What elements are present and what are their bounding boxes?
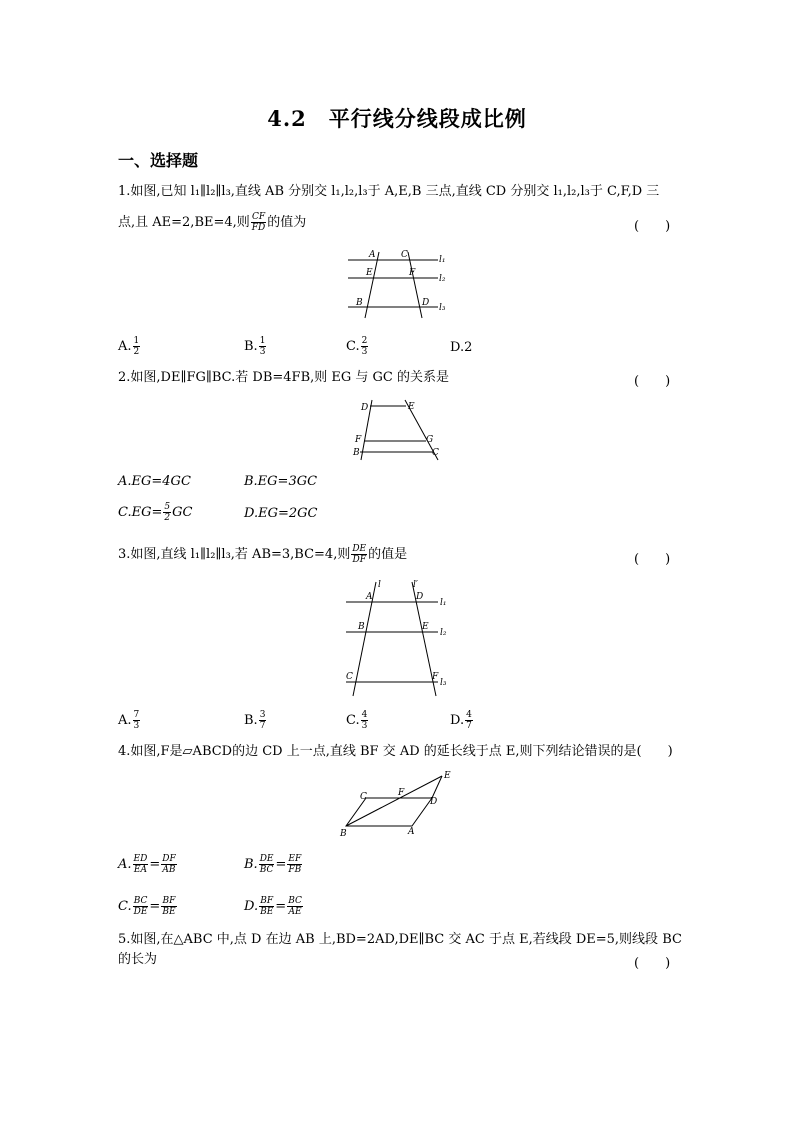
q4-label-D: D	[430, 797, 438, 807]
q4-option-b-den2: FB	[288, 865, 302, 875]
q3-option-a-frac	[133, 710, 141, 731]
q1-option-b-prefix: B.	[244, 339, 258, 354]
q1-label-D: D	[422, 298, 430, 308]
q1-figure	[340, 244, 460, 322]
q3-option-d[interactable]	[450, 710, 474, 731]
q4-label-E: E	[444, 771, 451, 781]
q2-label-B: B	[353, 448, 360, 458]
q1-answer-paren: ( )	[634, 219, 671, 234]
q3-label-l3: l₃	[440, 678, 447, 688]
q3-line1-pre: 3.如图,直线 l₁∥l₂∥l₃,若 AB=3,BC=4,则	[118, 547, 351, 562]
q1-label-B: B	[356, 298, 363, 308]
q2-option-a[interactable]: A.EG=4GC	[118, 474, 191, 489]
q4-option-d-eq: =	[275, 899, 287, 914]
q2-answer-paren: ( )	[634, 374, 671, 389]
q3-label-lp: l′	[413, 580, 418, 590]
q3-label-l2: l₂	[440, 628, 447, 638]
page-title: 4.2 平行线分线段成比例	[267, 106, 527, 131]
q3-fraction	[351, 544, 367, 565]
q1-fraction	[251, 212, 266, 233]
q3-label-l1: l₁	[440, 598, 447, 608]
q3-label-A: A	[366, 592, 373, 602]
q4-option-a-eq: =	[149, 857, 161, 872]
q3-option-d-den: 7	[466, 721, 472, 731]
q4-figure	[336, 768, 466, 840]
q1-label-l3: l₃	[439, 303, 446, 313]
q3-option-c-frac	[361, 710, 369, 731]
q1-option-a-num: 1	[133, 336, 140, 346]
q2-label-C: C	[432, 448, 439, 458]
q5-line1: 5.如图,在△ABC 中,点 D 在边 AB 上,BD=2AD,DE∥BC 交 AC 于点 E,若线段 DE=5,则线段 BC	[118, 932, 682, 947]
q4-option-d-frac1	[259, 896, 274, 917]
q1-option-a[interactable]	[118, 336, 141, 357]
q1-option-c[interactable]	[346, 336, 369, 357]
q4-option-c-den1: DE	[133, 907, 148, 917]
q1-line-ab	[365, 252, 379, 318]
q1-frac-num: CF	[251, 212, 266, 222]
q4-option-b-eq: =	[275, 857, 287, 872]
q4-line1: 4.如图,F是▱ABCD的边 CD 上一点,直线 BF 交 AD 的延长线于点 E,则下列结论错误的是( )	[118, 744, 673, 759]
q4-option-a-prefix: A.	[118, 857, 132, 872]
q4-option-a-num1: ED	[133, 854, 148, 864]
q4-line-de	[432, 776, 442, 798]
q4-option-b-num1: DE	[259, 854, 274, 864]
q3-frac-num: DE	[352, 544, 367, 554]
q4-option-d-num1: BF	[260, 896, 274, 906]
q1-option-c-den: 3	[361, 347, 368, 357]
q3-line-l	[353, 582, 376, 696]
q4-option-a[interactable]	[118, 854, 178, 875]
q4-option-a-den1: EA	[133, 865, 147, 875]
q3-option-c-num: 4	[361, 710, 368, 720]
q3-label-F: F	[432, 672, 439, 682]
q3-line1	[118, 544, 407, 565]
q4-option-b-frac2	[287, 854, 302, 875]
q3-option-a-den: 3	[133, 721, 140, 731]
q5-answer-paren: ( )	[634, 956, 671, 971]
q3-label-l: l	[378, 580, 381, 590]
q1-option-c-frac	[361, 336, 369, 357]
q1-frac-den: FD	[251, 223, 266, 233]
q4-option-a-den2: AB	[162, 865, 176, 875]
q4-label-C: C	[360, 792, 367, 802]
q4-option-a-num2: DF	[162, 854, 176, 864]
q2-label-F: F	[355, 435, 362, 445]
q2-label-G: G	[426, 435, 434, 445]
q3-label-E: E	[422, 622, 429, 632]
q4-option-a-frac1	[133, 854, 149, 875]
q2-label-E: E	[408, 402, 415, 412]
q1-label-F: F	[409, 268, 416, 278]
q3-option-a[interactable]	[118, 710, 141, 731]
q2-option-c-den: 2	[164, 513, 171, 523]
q1-option-d-value: 2	[464, 340, 473, 355]
q4-option-c-den2: BE	[162, 907, 176, 917]
q3-option-c-den: 3	[361, 721, 368, 731]
q2-option-c-frac	[163, 502, 171, 523]
q3-option-d-prefix: D.	[450, 713, 465, 728]
q4-option-c-frac1	[133, 896, 149, 917]
q3-option-a-prefix: A.	[118, 713, 132, 728]
q1-option-b-num: 1	[259, 336, 266, 346]
q4-option-b[interactable]	[244, 854, 303, 875]
q4-option-b-frac1	[259, 854, 275, 875]
q4-option-a-frac2	[161, 854, 176, 875]
q1-option-b-frac	[259, 336, 267, 357]
q3-option-c-prefix: C.	[346, 713, 360, 728]
q1-option-c-num: 2	[361, 336, 368, 346]
q2-option-c-pre: C.EG=	[118, 505, 163, 520]
q2-line1: 2.如图,DE∥FG∥BC.若 DB=4FB,则 EG 与 GC 的关系是	[118, 370, 449, 385]
q4-option-c[interactable]	[118, 896, 178, 917]
q1-label-l2: l₂	[439, 274, 446, 284]
q2-option-c-post: GC	[172, 505, 193, 520]
q4-option-c-eq: =	[149, 899, 161, 914]
q4-option-d-frac2	[287, 896, 303, 917]
q3-option-d-frac	[465, 710, 473, 731]
q3-option-b[interactable]	[244, 710, 267, 731]
q3-answer-paren: ( )	[634, 552, 671, 567]
q4-option-c-num2: BF	[162, 896, 176, 906]
q3-label-C: C	[346, 672, 353, 682]
q2-option-d[interactable]: D.EG=2GC	[244, 506, 318, 521]
q1-label-l1: l₁	[439, 255, 446, 265]
q4-option-d[interactable]	[244, 896, 304, 917]
q2-option-c[interactable]	[118, 502, 192, 523]
q4-label-B: B	[340, 829, 347, 839]
q1-line2	[118, 212, 306, 233]
q4-option-c-num1: BC	[133, 896, 148, 906]
q3-option-b-frac	[259, 710, 267, 731]
q3-label-B: B	[358, 622, 365, 632]
q2-label-D: D	[361, 403, 369, 413]
q4-option-b-den1: BC	[259, 865, 274, 875]
q1-label-A: A	[369, 250, 376, 260]
q4-option-b-num2: EF	[288, 854, 302, 864]
q1-option-b-den: 3	[259, 347, 266, 357]
q1-option-a-prefix: A.	[118, 339, 132, 354]
q4-option-d-den2: AE	[288, 907, 302, 917]
q3-label-D: D	[416, 592, 424, 602]
q3-option-a-num: 7	[133, 710, 140, 720]
q3-option-b-prefix: B.	[244, 713, 258, 728]
q3-frac-den: DF	[352, 555, 366, 565]
q4-option-d-prefix: D.	[244, 899, 259, 914]
q1-option-d-prefix: D.	[450, 340, 465, 355]
q2-option-b[interactable]: B.EG=3GC	[244, 474, 318, 489]
q1-option-c-prefix: C.	[346, 339, 360, 354]
q2-figure	[350, 396, 450, 462]
q4-label-F: F	[398, 788, 405, 798]
q1-line2-pre: 点,且 AE=2,BE=4,则	[118, 215, 250, 230]
q1-line-cd	[408, 252, 422, 318]
q4-parallelogram	[346, 798, 432, 826]
q1-label-E: E	[366, 268, 373, 278]
q1-option-a-den: 2	[133, 347, 140, 357]
q4-option-b-prefix: B.	[244, 857, 258, 872]
q4-option-d-num2: BC	[288, 896, 302, 906]
q1-option-a-frac	[133, 336, 141, 357]
q3-option-d-num: 4	[466, 710, 472, 720]
q1-line2-post: 的值为	[267, 215, 307, 230]
q3-option-b-num: 3	[259, 710, 266, 720]
q1-option-b[interactable]	[244, 336, 267, 357]
q4-label-A: A	[408, 827, 415, 837]
section-heading: 一、选择题	[118, 151, 199, 170]
q1-label-C: C	[401, 250, 408, 260]
q4-option-c-prefix: C.	[118, 899, 132, 914]
q3-line1-post: 的值是	[368, 547, 408, 562]
q1-line1: 1.如图,已知 l₁∥l₂∥l₃,直线 AB 分别交 l₁,l₂,l₃于 A,E,B 三点,直线 CD 分别交 l₁,l₂,l₃于 C,F,D 三	[118, 184, 660, 199]
q5-line2: 的长为	[118, 952, 158, 967]
q3-option-c[interactable]	[346, 710, 369, 731]
q4-option-c-frac2	[161, 896, 176, 917]
q1-option-d[interactable]	[450, 340, 472, 355]
q4-option-d-den1: BE	[260, 907, 274, 917]
q2-option-c-num: 5	[164, 502, 171, 512]
q3-figure	[338, 576, 458, 698]
q3-option-b-den: 7	[259, 721, 266, 731]
